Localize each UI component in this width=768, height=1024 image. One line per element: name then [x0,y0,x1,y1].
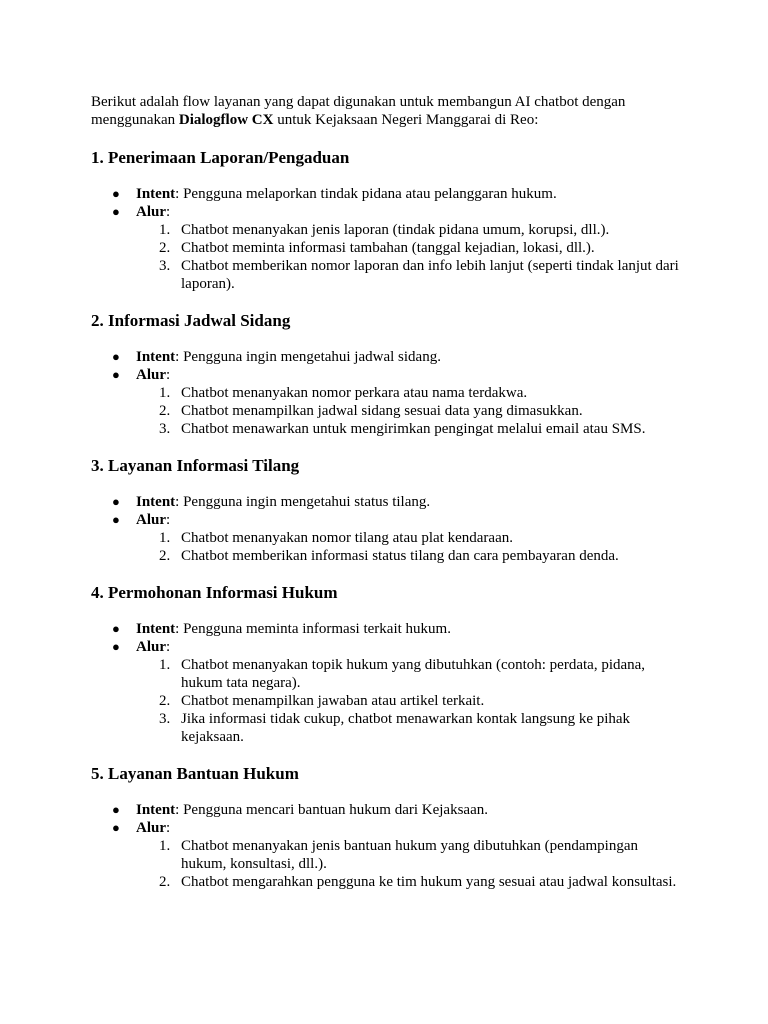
bullet-icon: ● [112,621,120,636]
intent-text: : Pengguna ingin mengetahui jadwal sidang. [175,349,441,365]
bullet-icon: ● [112,639,120,654]
section-heading: 3. Layanan Informasi Tilang [91,456,300,475]
step-text: Chatbot memberikan nomor laporan dan info lebih lanjut (seperti tindak lanjut dari laporan). [181,258,679,292]
flow-step [136,402,681,420]
step-text: Chatbot menampilkan jadwal sidang sesuai data yang dimasukkan. [181,403,583,419]
bullet-icon: ● [112,186,120,201]
flow-label: Alur [136,367,166,383]
intro-text-before: Berikut adalah flow layanan yang dapat digunakan untuk membangun AI chatbot dengan menggunakan [91,94,626,128]
flow-item [91,819,681,891]
flow-steps-list [136,656,681,746]
step-number: 3. [159,421,171,437]
section-3 [91,456,681,565]
intent-label: Intent [136,802,176,818]
flow-item [91,366,681,438]
intent-text: : Pengguna ingin mengetahui status tilang. [175,494,431,510]
intent-text: : Pengguna melaporkan tindak pidana atau pelanggaran hukum. [175,186,557,202]
flow-step [136,239,681,257]
flow-label: Alur [136,204,166,220]
step-text: Chatbot mengarahkan pengguna ke tim hukum yang sesuai atau jadwal konsultasi. [181,874,677,890]
bullet-icon: ● [112,820,120,835]
step-number: 2. [159,874,171,890]
step-number: 1. [159,222,171,238]
flow-item [91,203,681,293]
flow-step [136,420,681,438]
step-text: Chatbot menampilkan jawaban atau artikel terkait. [181,693,485,709]
flow-steps-list [136,384,681,438]
intent-item [91,348,681,366]
section-bullet-list [91,493,681,565]
flow-step [136,529,681,547]
flow-step [136,221,681,239]
step-number: 3. [159,711,171,727]
section-1 [91,148,681,293]
flow-colon: : [166,204,171,220]
flow-label: Alur [136,639,166,655]
bullet-icon: ● [112,349,120,364]
step-number: 1. [159,838,171,854]
bullet-icon: ● [112,802,120,817]
flow-label: Alur [136,512,166,528]
flow-steps-list [136,837,681,891]
flow-colon: : [166,512,171,528]
intro-text-bold: Dialogflow CX [178,112,274,128]
intent-label: Intent [136,186,176,202]
section-bullet-list [91,348,681,438]
bullet-icon: ● [112,367,120,382]
step-text: Chatbot menanyakan jenis laporan (tindak pidana umum, korupsi, dll.). [181,222,610,238]
step-text: Chatbot menanyakan jenis bantuan hukum yang dibutuhkan (pendampingan hukum, konsultasi, dll.). [181,838,638,872]
step-text: Chatbot memberikan informasi status tilang dan cara pembayaran denda. [181,548,619,564]
intro-paragraph [91,93,681,129]
bullet-icon: ● [112,204,120,219]
section-5 [91,764,681,891]
flow-colon: : [166,639,171,655]
flow-colon: : [166,820,171,836]
section-2 [91,311,681,438]
step-text: Chatbot menanyakan nomor tilang atau plat kendaraan. [181,530,513,546]
flow-colon: : [166,367,171,383]
step-text: Chatbot menanyakan topik hukum yang dibutuhkan (contoh: perdata, pidana, hukum tata negara). [181,657,646,691]
flow-item [91,511,681,565]
flow-step [136,257,681,293]
section-bullet-list [91,185,681,293]
bullet-icon: ● [112,494,120,509]
flow-step [136,710,681,746]
intent-label: Intent [136,621,176,637]
step-number: 1. [159,530,171,546]
section-bullet-list [91,620,681,746]
section-heading: 1. Penerimaan Laporan/Pengaduan [91,148,350,167]
section-heading: 2. Informasi Jadwal Sidang [91,311,291,330]
intent-label: Intent [136,349,176,365]
flow-label: Alur [136,820,166,836]
intent-item [91,185,681,203]
intent-item [91,493,681,511]
intent-item [91,801,681,819]
step-number: 3. [159,258,171,274]
bullet-icon: ● [112,512,120,527]
section-4 [91,583,681,746]
document-page [91,93,681,891]
step-text: Chatbot meminta informasi tambahan (tanggal kejadian, lokasi, dll.). [181,240,595,256]
flow-step [136,692,681,710]
flow-step [136,547,681,565]
step-number: 1. [159,657,171,673]
section-bullet-list [91,801,681,891]
flow-item [91,638,681,746]
step-number: 2. [159,240,171,256]
intent-item [91,620,681,638]
step-text: Chatbot menawarkan untuk mengirimkan pengingat melalui email atau SMS. [181,421,646,437]
intent-label: Intent [136,494,176,510]
intent-text: : Pengguna mencari bantuan hukum dari Kejaksaan. [175,802,488,818]
step-number: 2. [159,403,171,419]
step-text: Chatbot menanyakan nomor perkara atau nama terdakwa. [181,385,528,401]
flow-step [136,837,681,873]
flow-step [136,384,681,402]
section-heading: 4. Permohonan Informasi Hukum [91,583,338,602]
flow-steps-list [136,529,681,565]
step-text: Jika informasi tidak cukup, chatbot menawarkan kontak langsung ke pihak kejaksaan. [181,711,631,745]
flow-step [136,656,681,692]
flow-steps-list [136,221,681,293]
intent-text: : Pengguna meminta informasi terkait hukum. [175,621,451,637]
flow-step [136,873,681,891]
step-number: 1. [159,385,171,401]
intro-text-after: untuk Kejaksaan Negeri Manggarai di Reo: [273,112,539,128]
section-heading: 5. Layanan Bantuan Hukum [91,764,299,783]
step-number: 2. [159,693,171,709]
step-number: 2. [159,548,171,564]
